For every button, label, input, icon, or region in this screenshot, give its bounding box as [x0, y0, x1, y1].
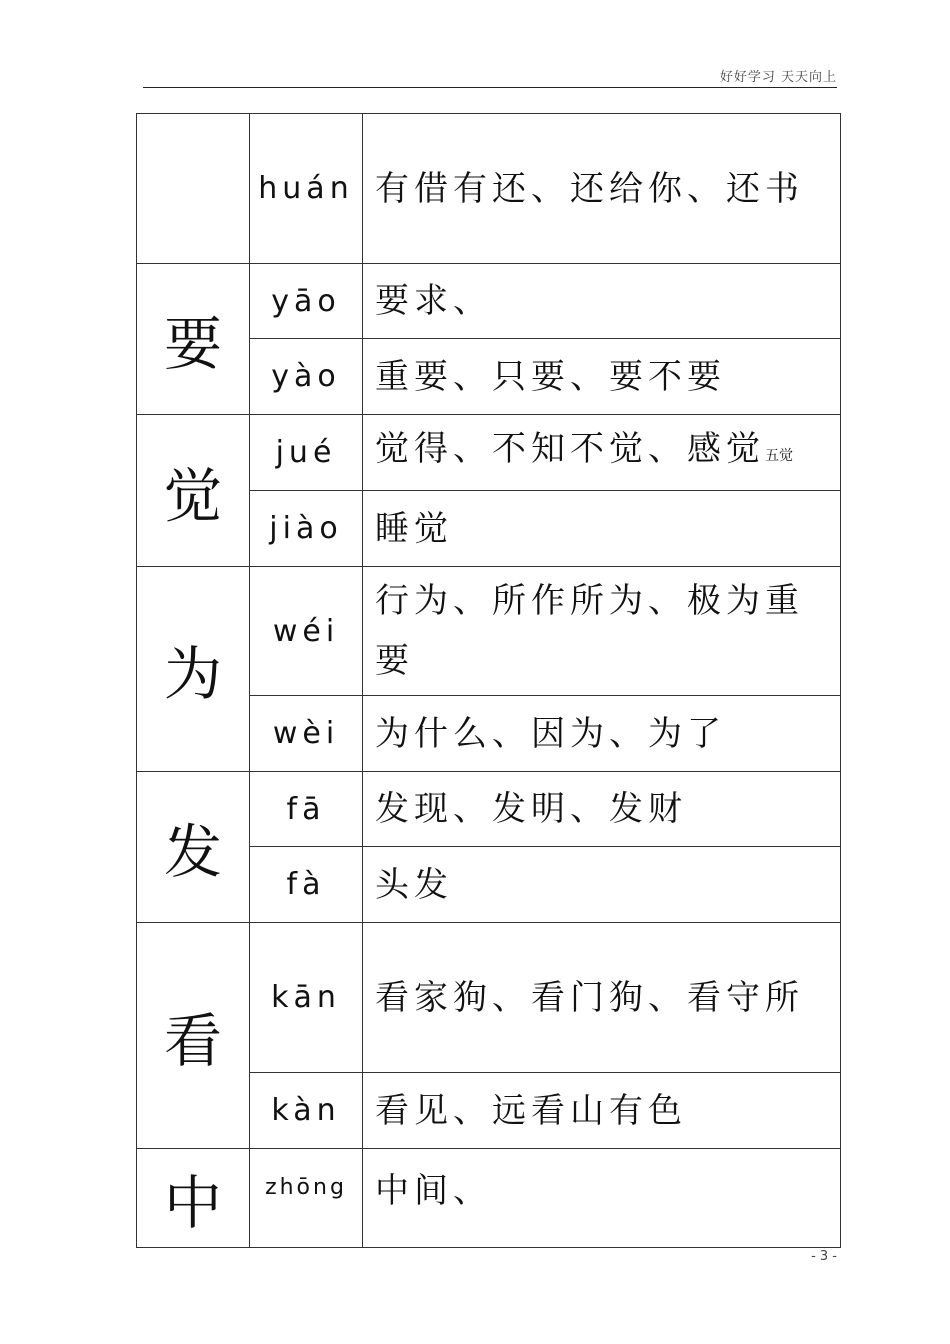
pinyin-cell: zhōng: [250, 1149, 363, 1248]
character-cell: 中: [137, 1149, 250, 1248]
character-cell: 要: [137, 264, 250, 415]
table-row: [137, 415, 841, 491]
character-cell: 为: [137, 567, 250, 772]
words-cell: 为什么、因为、为了: [363, 696, 841, 772]
character-cell: 发: [137, 772, 250, 923]
table-row: [137, 923, 841, 1073]
words-cell: 睡觉: [363, 491, 841, 567]
table-row: [137, 264, 841, 339]
words-cell: [363, 415, 841, 491]
table-row: [137, 114, 841, 264]
words-cell: 行为、所作所为、极为重要: [363, 567, 841, 696]
table-row: [137, 567, 841, 696]
page-number: - 3 -: [811, 1249, 837, 1264]
words-cell: 重要、只要、要不要: [363, 339, 841, 415]
words-cell: 发现、发明、发财: [363, 772, 841, 847]
pinyin-cell: fā: [250, 772, 363, 847]
pinyin-cell: jiào: [250, 491, 363, 567]
words-cell: 有借有还、还给你、还书: [363, 114, 841, 264]
pinyin-cell: yāo: [250, 264, 363, 339]
character-cell: 看: [137, 923, 250, 1149]
character-cell: [137, 114, 250, 264]
pinyin-cell: kàn: [250, 1073, 363, 1149]
page-header: 好好学习 天天向上: [719, 70, 837, 85]
polyphonic-character-table: [136, 113, 841, 1248]
character-cell: 觉: [137, 415, 250, 567]
header-rule: [143, 87, 837, 88]
words-cell: 看见、远看山有色: [363, 1073, 841, 1149]
pinyin-cell: huán: [250, 114, 363, 264]
small-note: 五觉: [765, 448, 793, 464]
pinyin-cell: wèi: [250, 696, 363, 772]
words-cell: 中间、: [363, 1149, 841, 1248]
table-row: [137, 1149, 841, 1248]
pinyin-cell: kān: [250, 923, 363, 1073]
words-cell: 头发: [363, 847, 841, 923]
words-cell: 看家狗、看门狗、看守所: [363, 923, 841, 1073]
pinyin-cell: yào: [250, 339, 363, 415]
table-row: [137, 772, 841, 847]
pinyin-cell: jué: [250, 415, 363, 491]
pinyin-cell: fà: [250, 847, 363, 923]
pinyin-cell: wéi: [250, 567, 363, 696]
words-cell: 要求、: [363, 264, 841, 339]
words-text: 觉得、不知不觉、感觉: [375, 429, 765, 469]
